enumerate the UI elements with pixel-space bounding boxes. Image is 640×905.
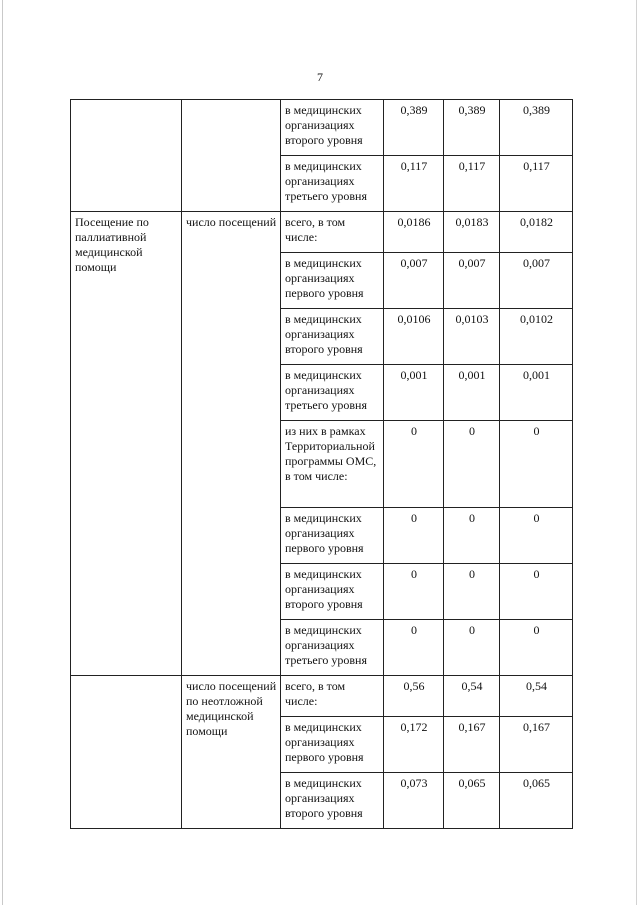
value-cell: 0,065: [500, 773, 573, 829]
page-left-edge: [2, 0, 3, 905]
value-cell: 0,389: [444, 100, 500, 156]
value-cell: 0: [384, 508, 444, 564]
value-cell: 0: [500, 564, 573, 620]
subcategory-cell: в медицинских организациях второго уровня: [281, 773, 384, 829]
subcategory-cell: в медицинских организациях второго уровня: [281, 309, 384, 365]
subcategory-cell: в медицинских организациях третьего уровня: [281, 365, 384, 421]
unit-cell: число посещений: [182, 212, 281, 676]
value-cell: 0: [384, 564, 444, 620]
value-cell: 0,007: [444, 253, 500, 309]
subcategory-cell: в медицинских организациях второго уровня: [281, 100, 384, 156]
subcategory-cell: из них в рамках Территориальной программы ОМС, в том числе:: [281, 421, 384, 508]
page-number: 7: [317, 70, 323, 84]
value-cell: 0,0103: [444, 309, 500, 365]
value-cell: 0: [444, 508, 500, 564]
subcategory-cell: в медицинских организациях второго уровня: [281, 564, 384, 620]
table-row: [71, 100, 573, 156]
subcategory-cell: в медицинских организациях первого уровня: [281, 253, 384, 309]
value-cell: 0,001: [444, 365, 500, 421]
value-cell: 0: [444, 421, 500, 508]
value-cell: 0,0106: [384, 309, 444, 365]
value-cell: 0,54: [444, 676, 500, 717]
care-type-cell: [71, 676, 182, 829]
value-cell: 0,0182: [500, 212, 573, 253]
value-cell: 0,117: [500, 156, 573, 212]
subcategory-cell: в медицинских организациях первого уровня: [281, 508, 384, 564]
value-cell: 0,065: [444, 773, 500, 829]
value-cell: 0,073: [384, 773, 444, 829]
subcategory-cell: в медицинских организациях третьего уровня: [281, 156, 384, 212]
subcategory-cell: всего, в том числе:: [281, 212, 384, 253]
subcategory-cell: всего, в том числе:: [281, 676, 384, 717]
value-cell: 0: [444, 620, 500, 676]
value-cell: 0: [500, 508, 573, 564]
value-cell: 0,389: [384, 100, 444, 156]
table-row: [71, 676, 573, 717]
value-cell: 0,117: [444, 156, 500, 212]
table-row: [71, 212, 573, 253]
value-cell: 0: [384, 421, 444, 508]
value-cell: 0: [444, 564, 500, 620]
unit-cell: число посещений по неотложной медицинской помощи: [182, 676, 281, 829]
care-type-cell: Посещение по паллиативной медицинской помощи: [71, 212, 182, 676]
subcategory-cell: в медицинских организациях третьего уровня: [281, 620, 384, 676]
value-cell: 0,0186: [384, 212, 444, 253]
value-cell: 0,172: [384, 717, 444, 773]
continued-type-cell: [71, 100, 182, 212]
standards-table: [70, 99, 573, 829]
value-cell: 0,54: [500, 676, 573, 717]
value-cell: 0,167: [500, 717, 573, 773]
value-cell: 0: [500, 421, 573, 508]
value-cell: 0,0102: [500, 309, 573, 365]
value-cell: 0: [500, 620, 573, 676]
value-cell: 0,167: [444, 717, 500, 773]
page-right-edge: [636, 0, 637, 905]
value-cell: 0,007: [500, 253, 573, 309]
value-cell: 0,56: [384, 676, 444, 717]
value-cell: 0,007: [384, 253, 444, 309]
value-cell: 0: [384, 620, 444, 676]
value-cell: 0,001: [500, 365, 573, 421]
value-cell: 0,117: [384, 156, 444, 212]
value-cell: 0,0183: [444, 212, 500, 253]
value-cell: 0,389: [500, 100, 573, 156]
subcategory-cell: в медицинских организациях первого уровня: [281, 717, 384, 773]
continued-unit-cell: [182, 100, 281, 212]
value-cell: 0,001: [384, 365, 444, 421]
